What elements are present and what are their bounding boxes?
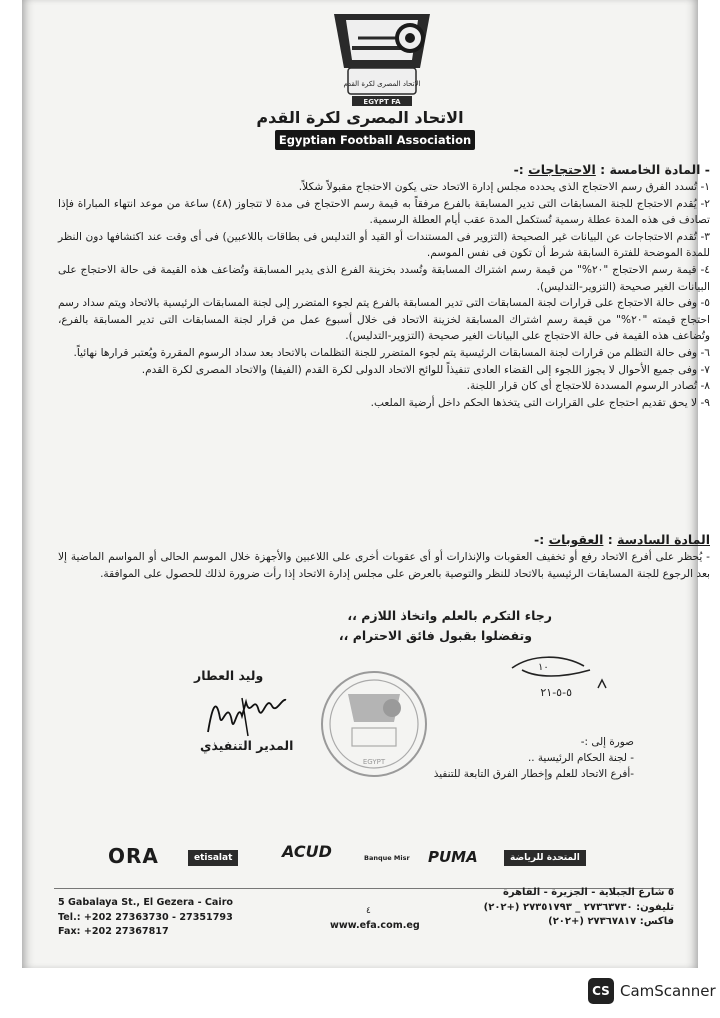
closing-line-2: وتفضلوا بقبول فائق الاحترام ،، [338, 628, 532, 643]
document-page [22, 0, 711, 968]
list-item: ٤- قيمة رسم الاحتجاج "٢٠%" من قيمة رسم اشتراك المسابقة وتُسدد بخزينة الفرع الذى يدير المسابقة وتُضاعف هذه القيمة فى حالة الاحتجاج على البيانات الغير صحيحة (التزوير-التدليس). [58, 263, 710, 293]
section-suffix: :- [534, 532, 545, 547]
copies-line: - لجنة الحكام الرئيسية .. [527, 752, 634, 764]
logo-text-en: EGYPT FA [363, 98, 401, 106]
section-penalties [58, 530, 710, 582]
sponsor-banque-misr: Banque Misr [364, 854, 410, 862]
list-item: ٢- يُقدم الاحتجاج للجنة المسابقات التى تدير المسابقة بالفرع مرفقاً به قيمة رسم الاحتجاج فى مدة لا تتجاوز (٤٨) ساعة من موعد انتهاء المباراة فإذا تصادف فى هذه المدة عطلة رسمية تُستكمل المدة عقب أيام العطلة الرسمية. [58, 197, 710, 227]
list-item: ٦- وفى حالة التظلم من قرارات لجنة المسابقات الرئيسية يتم لجوء المتضرر للجنة التظلمات بالاتحاد بعد سداد الرسوم المقررة ويُعتبر قرارها نهائياً. [73, 346, 710, 359]
sponsor-united-sports: المتحدة للرياضة [504, 850, 586, 866]
sponsor-puma: PUMA [428, 848, 478, 866]
footer-street-en: 5 Gabalaya St., El Gezera - Cairo [58, 897, 234, 908]
svg-text:EGYPT: EGYPT [362, 758, 386, 766]
section-heading: الاحتجاجات [528, 162, 596, 177]
section-protests [58, 160, 710, 411]
paragraph: - يُحظر على أفرع الاتحاد رفع أو تخفيف العقوبات والإنذارات أو أى عقوبات أخرى على اللاعبين والأجهزة خلال الموسم الحالى أو المواسم الماضية إلا بعد الرجوع للجنة المسابقات الرئيسية بالاتحاد للنظر والتوصية بالعرض على مجلس إدارة الاتحاد إذا رأت ضرورة لذلك للحصول على الموافقة. [58, 551, 710, 580]
section-title: - المادة الخامسة : الاحتجاجات :- [513, 162, 710, 177]
list-item: ٧- وفى جميع الأحوال لا يجوز اللجوء إلى القضاء العادى تنفيذاً للوائح الاتحاد الدولى لكرة القدم (الفيفا) والاتحاد المصرى لكرة القدم. [141, 363, 710, 376]
list-item: ١- تُسدد الفرق رسم الاحتجاج الذى يحدده مجلس إدارة الاتحاد حتى يكون الاحتجاج مقبولاً شكلاً. [298, 181, 710, 193]
section-title: المادة السادسة : العقوبات :- [534, 532, 710, 547]
list-item: ٨- تُصادر الرسوم المسددة للاحتجاج أى كان قرار اللجنة. [466, 380, 710, 393]
section-suffix: :- [513, 162, 524, 177]
list-item: ٣- تُقدم الاحتجاجات عن البيانات غير الصحيحة (التزوير فى المستندات أو القيد أو التدليس فى بطاقات باللاعبين) فى أى وقت عند اكتشافها دون النظر للمدة الموضحة للفترة السابقة شرط أن تكون فى نفس الموسم. [58, 230, 710, 260]
footer-street-ar: ٥ شارع الجبلاية - الجزيرة - القاهرة [502, 887, 674, 898]
signature [202, 688, 292, 738]
website-link[interactable]: www.efa.com.eg [330, 920, 420, 931]
section-heading: العقوبات [548, 532, 604, 547]
efa-logo [328, 10, 436, 108]
list-item: ٩- لا يحق تقديم احتجاج على القرارات التى يتخذها الحكم داخل أرضية الملعب. [370, 396, 710, 409]
date-text: ٥-٥-٢١ [540, 686, 572, 699]
copies-line: -أفرع الاتحاد للعلم وإخطار الفرق التابعة للتنفيذ [433, 768, 634, 780]
copies-heading: صورة إلى :- [580, 736, 634, 748]
camscanner-label: CamScanner [620, 982, 716, 1000]
list-item: ٥- وفى حالة الاحتجاج على قرارات لجنة المسابقات التى تدير المسابقة بالفرع يتم لجوء المتضرر إلى لجنة المسابقات الرئيسية بالاتحاد ويتم سداد رسم احتجاج قيمته "٢٠%" من قيمة رسم اشتراك المسابقة لخزينة الاتحاد فى خلال أسبوع عمل من قرار لجنة المسابقات التى تدير المسابقة بالفرع، وتُضاعف هذه القيمة فى حالة الاحتجاج على البيانات الغير صحيحة (التزوير-التدليس). [58, 297, 711, 343]
association-name-en: Egyptian Football Association [275, 130, 475, 150]
closing-line-1: رجاء التكرم بالعلم واتخاذ اللازم ،، [347, 608, 552, 623]
sponsor-acud: ACUD [282, 842, 332, 861]
footer-fax-ar: فاكس: ٢٧٣٦٧٨١٧ (+٢٠٢) [548, 916, 674, 927]
signatory-role: المدير التنفيذي [200, 738, 294, 753]
footer-tel-ar: تليفون: ٢٧٣٦٣٧٣٠ _ ٢٧٣٥١٧٩٣ (+٢٠٢) [483, 901, 674, 913]
handwritten-date [492, 650, 632, 710]
sponsor-logos [92, 840, 652, 880]
footer-tel-en: Tel.: +202 27363730 - 27351793 [58, 911, 233, 923]
camscanner-icon: CS [588, 978, 614, 1004]
association-name-ar: الاتحاد المصرى لكرة القدم [256, 108, 464, 127]
copies-block [282, 734, 634, 782]
svg-text:١٠: ١٠ [538, 662, 549, 673]
logo-text-ar: الاتحاد المصرى لكرة القدم [343, 80, 421, 88]
sponsor-ora: ORA [108, 844, 159, 868]
section-number: - المادة الخامسة [609, 162, 710, 177]
footer-address-ar [442, 886, 674, 930]
camscanner-watermark [588, 976, 716, 1006]
section-number: المادة السادسة [617, 532, 710, 547]
footer-address-en [58, 896, 288, 940]
page-number: ٤ [366, 906, 371, 916]
sponsor-etisalat: etisalat [188, 850, 238, 866]
signatory-name: وليد العطار [194, 668, 264, 683]
footer-fax-en: Fax: +202 27367817 [58, 926, 169, 937]
